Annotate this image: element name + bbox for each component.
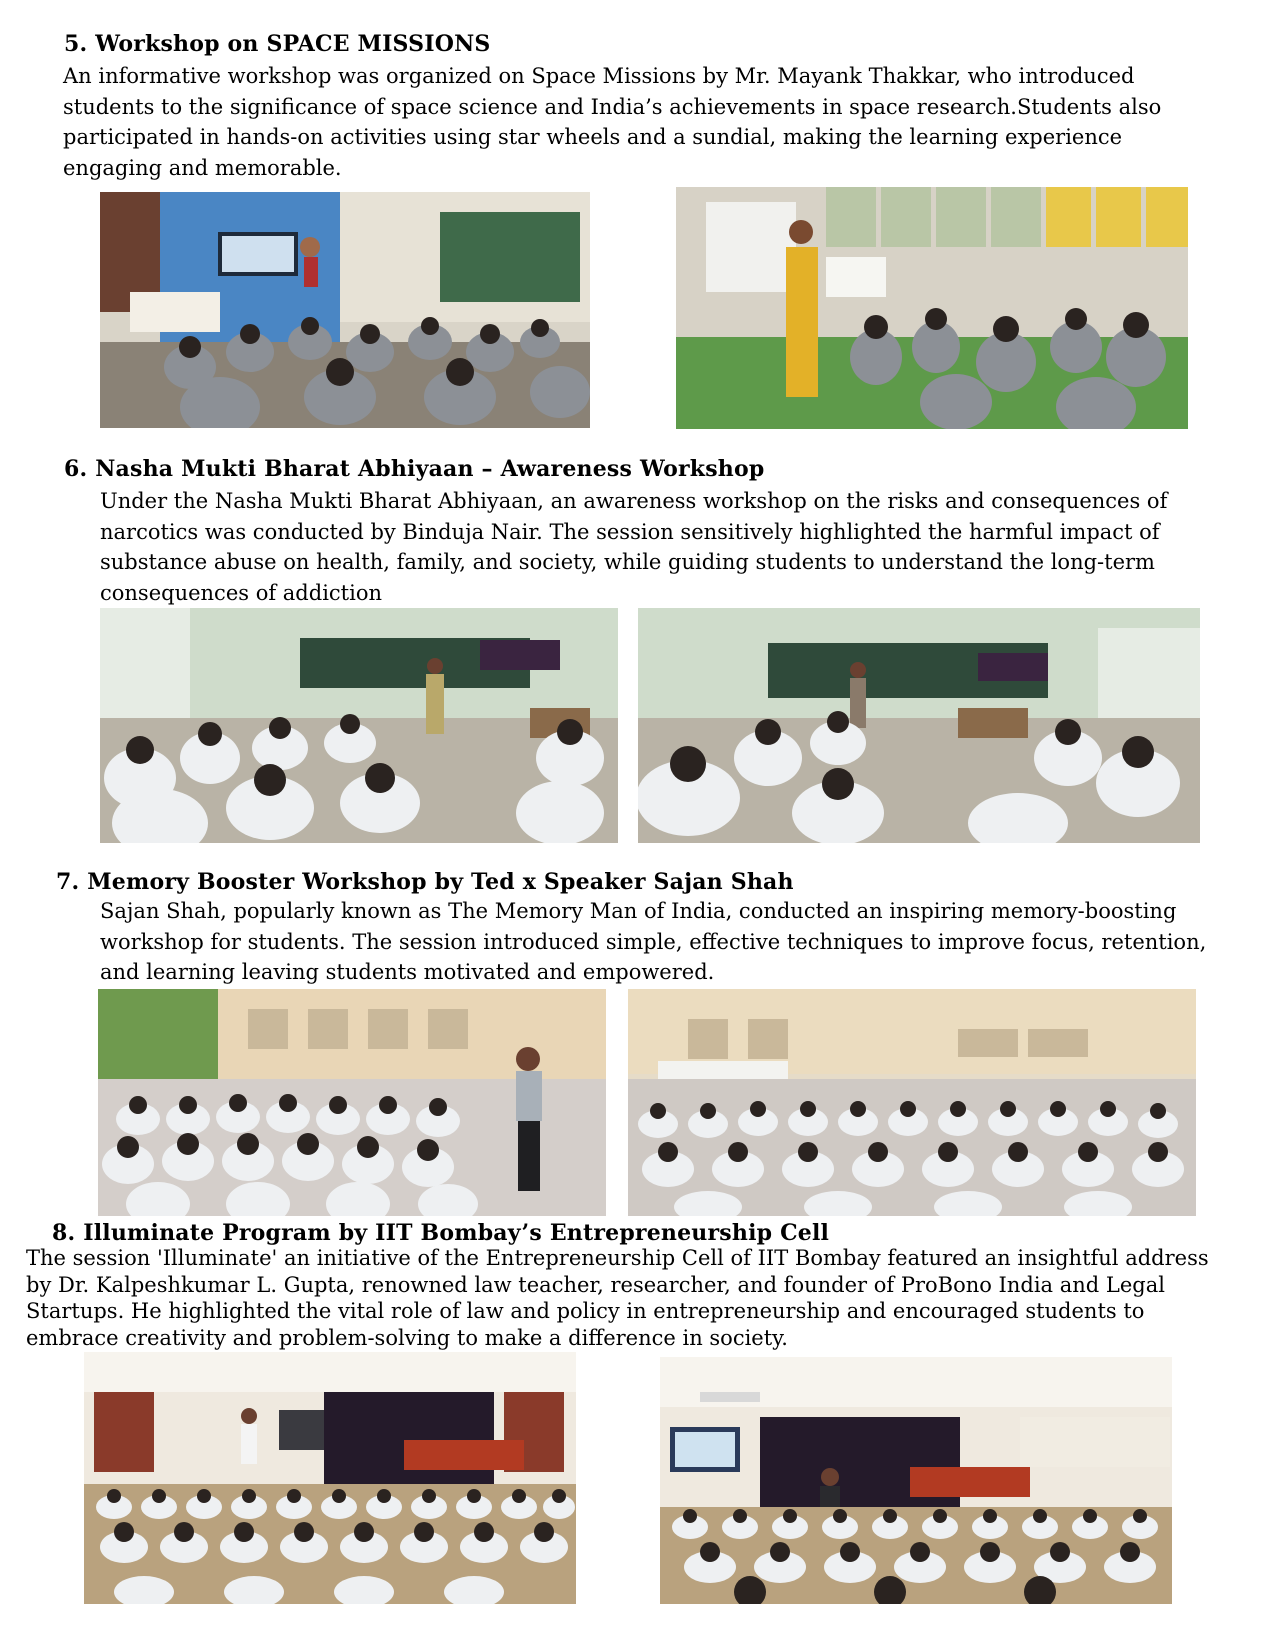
photo-memory-booster-courtyard-left	[98, 989, 606, 1216]
photo-illuminate-hall-right	[660, 1357, 1172, 1604]
section-6-line: narcotics was conducted by Binduja Nair. The session sensitively highlighted the harmful impact of	[100, 519, 1160, 544]
section-6-heading	[64, 456, 764, 482]
photo-space-workshop-star-wheels	[676, 187, 1188, 429]
section-6-body	[100, 486, 1270, 608]
section-8-number: 8.	[52, 1220, 76, 1246]
section-5-line: students to the significance of space science and India’s achievements in space research.Students also	[63, 94, 1162, 119]
section-7-title: Memory Booster Workshop by Ted x Speaker Sajan Shah	[87, 869, 794, 895]
section-6-title: Nasha Mukti Bharat Abhiyaan – Awareness Workshop	[95, 456, 765, 482]
section-7-line: and learning leaving students motivated and empowered.	[100, 960, 715, 984]
section-5-body	[63, 61, 1263, 183]
photo-space-workshop-projector	[100, 192, 590, 428]
photo-nasha-mukti-classroom-right	[638, 608, 1200, 843]
section-8-line: embrace creativity and problem-solving to make a difference in society.	[26, 1325, 788, 1350]
section-5-title: Workshop on SPACE MISSIONS	[95, 31, 491, 57]
section-6-line: consequences of addiction	[100, 580, 382, 605]
section-8-line: by Dr. Kalpeshkumar L. Gupta, renowned law teacher, researcher, and founder of ProBono India and Legal	[26, 1272, 1165, 1297]
section-8-title: Illuminate Program by IIT Bombay’s Entrepreneurship Cell	[83, 1220, 830, 1246]
section-7-heading	[56, 869, 794, 895]
section-8-body	[26, 1245, 1271, 1351]
photo-illuminate-hall-left	[84, 1352, 576, 1604]
section-6-line: substance abuse on health, family, and society, while guiding students to understand the long-term	[100, 550, 1155, 574]
section-5-number: 5.	[64, 31, 88, 57]
section-5-line: engaging and memorable.	[63, 155, 342, 180]
section-5-heading	[64, 31, 491, 57]
section-6-line: Under the Nasha Mukti Bharat Abhiyaan, an awareness workshop on the risks and consequences of	[100, 489, 1168, 513]
photo-memory-booster-courtyard-right	[628, 989, 1196, 1216]
section-7-body	[100, 896, 1270, 988]
section-6-number: 6.	[64, 456, 88, 482]
section-8-line: The session 'Illuminate' an initiative of the Entrepreneurship Cell of IIT Bombay featured an insightful address	[26, 1246, 1209, 1270]
section-5-line: An informative workshop was organized on Space Missions by Mr. Mayank Thakkar, who introduced	[63, 64, 1135, 88]
section-5-line: participated in hands-on activities using star wheels and a sundial, making the learning experience	[63, 125, 1123, 149]
section-7-number: 7.	[56, 869, 80, 895]
section-7-line: Sajan Shah, popularly known as The Memory Man of India, conducted an inspiring memory-boosting	[100, 899, 1177, 923]
section-8-heading	[52, 1220, 829, 1246]
photo-nasha-mukti-classroom-left	[100, 608, 618, 843]
section-8-line: Startups. He highlighted the vital role of law and policy in entrepreneurship and encouraged students to	[26, 1299, 1145, 1323]
section-7-line: workshop for students. The session introduced simple, effective techniques to improve focus, retention,	[100, 929, 1207, 954]
